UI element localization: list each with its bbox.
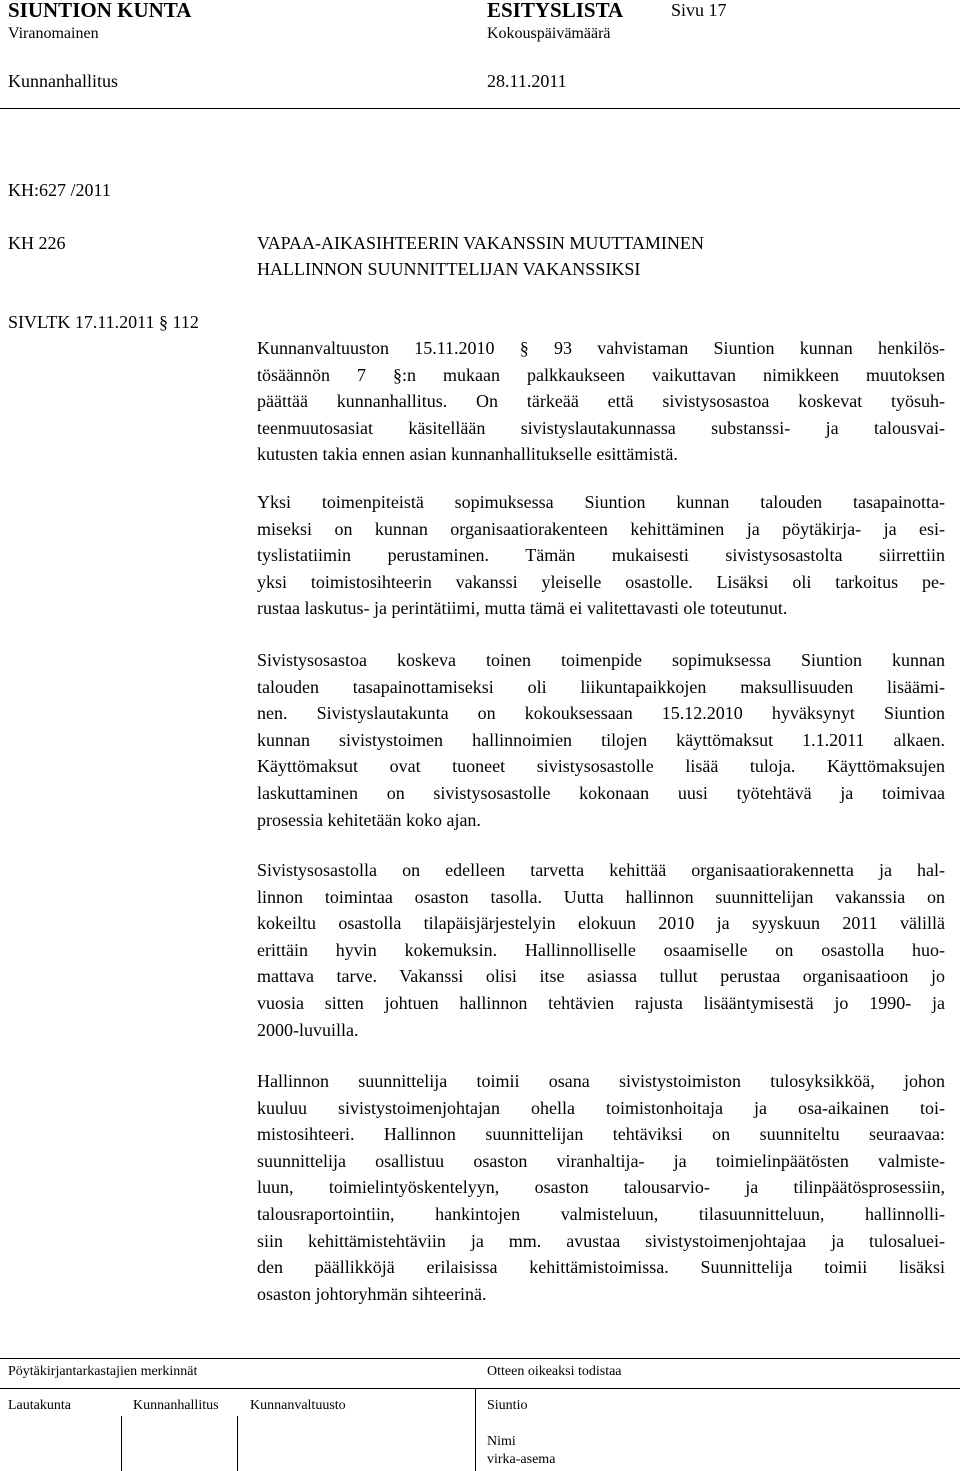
- meeting-date: 28.11.2011: [487, 71, 567, 91]
- document-type: ESITYSLISTA: [487, 0, 624, 22]
- text-line: Sivistysosastoa koskeva toinen toimenpide sopimuksessa Siuntion kunnan: [257, 650, 945, 670]
- text-line: vuosia sitten johtuen hallinnon tehtävien rajusta lisääntymisestä jo 1990- ja: [257, 992, 945, 1013]
- place-label: Siuntio: [487, 1398, 528, 1413]
- text-line: yksi toimistosihteerin vakanssi yleiselle osastolle. Lisäksi oli tarkoitus pe-: [257, 571, 945, 592]
- signature-divider-1: [121, 1416, 122, 1471]
- text-line: Sivistysosastolla on edelleen tarvetta kehittää organisaatiorakennetta ja hal-: [257, 860, 945, 880]
- text-line: den päällikköjä erilaisissa kehittämistoimissa. Suunnittelija toimii lisäksi: [257, 1257, 945, 1278]
- text-line: Hallinnon suunnittelija toimii osana sivistystoimiston tulosyksikköä, johon: [257, 1071, 945, 1091]
- paragraph-4: [257, 857, 945, 1043]
- committee-reference: SIVLTK 17.11.2011 § 112: [8, 312, 199, 332]
- text-line: erittäin hyvin kokemuksin. Hallinnolliselle osaamiselle on osastolla huo-: [257, 939, 945, 960]
- item-title-line1: VAPAA-AIKASIHTEERIN VAKANSSIN MUUTTAMINEN: [257, 233, 704, 253]
- text-line: tyslistatiimin perustaminen. Tämän mukaisesti sivistysosastolta siirrettiin: [257, 545, 945, 566]
- text-line: Käyttömaksut ovat tuoneet sivistysosastolle lisää tuloja. Käyttömaksujen: [257, 756, 945, 777]
- header-divider: [0, 108, 960, 109]
- item-title-line2: HALLINNON SUUNNITTELIJAN VAKANSSIKSI: [257, 259, 641, 279]
- minutes-checkers-label: Pöytäkirjantarkastajien merkinnät: [8, 1364, 198, 1379]
- paragraph-1: [257, 335, 945, 468]
- authority-name: Kunnanhallitus: [8, 71, 118, 91]
- text-line: tösäännön 7 §:n mukaan palkkaukseen vaikuttavan nimikkeen muutoksen: [257, 364, 945, 385]
- text-line: Kunnanvaltuuston 15.11.2010 § 93 vahvistaman Siuntion kunnan henkilös-: [257, 338, 945, 358]
- name-label: Nimi: [487, 1434, 516, 1449]
- text-line: laskuttaminen on sivistysosastolle kokonaan uusi työtehtävä ja toimivaa: [257, 782, 945, 803]
- signature-divider-2: [237, 1416, 238, 1471]
- text-line: nen. Sivistyslautakunta on kokouksessaan 15.12.2010 hyväksynyt Siuntion: [257, 703, 945, 724]
- text-line: päättää kunnanhallitus. On tärkeää että sivistysosastoa koskevat työsuh-: [257, 391, 945, 412]
- text-line: prosessia kehitetään koko ajan.: [257, 809, 481, 830]
- municipality-name: SIUNTION KUNTA: [8, 0, 192, 22]
- text-line: suunnittelija osallistuu osaston viranhaltija- ja toimielinpäätösten valmiste-: [257, 1150, 945, 1171]
- text-line: talousraportointiin, hankintojen valmisteluun, tilasuunnitteluun, hallinnolli-: [257, 1203, 945, 1224]
- authority-label: Viranomainen: [8, 25, 99, 42]
- text-line: osaston johtoryhmän sihteerinä.: [257, 1283, 487, 1304]
- council-label: Kunnanvaltuusto: [250, 1398, 346, 1413]
- text-line: siin kehittämistehtäviin ja mm. avustaa sivistystoimenjohtajaa ja tulosaluei-: [257, 1230, 945, 1251]
- item-number: KH 226: [8, 233, 66, 253]
- text-line: kutusten takia ennen asian kunnanhallitukselle esittämistä.: [257, 444, 678, 465]
- meeting-date-label: Kokouspäivämäärä: [487, 25, 611, 42]
- paragraph-2: [257, 489, 945, 622]
- text-line: luun, toimielintyöskentelyyn, osaston talousarvio- ja tilinpäätösprosessiin,: [257, 1177, 945, 1198]
- board-label: Lautakunta: [8, 1398, 71, 1413]
- text-line: 2000-luvuilla.: [257, 1019, 359, 1040]
- footer-divider-middle: [0, 1388, 960, 1389]
- footer-divider-top: [0, 1358, 960, 1359]
- certified-copy-label: Otteen oikeaksi todistaa: [487, 1364, 622, 1379]
- text-line: teenmuutosasiat käsitellään sivistyslautakunnassa substanssi- ja talousvai-: [257, 417, 945, 438]
- exec-board-label: Kunnanhallitus: [133, 1398, 219, 1413]
- text-line: Yksi toimenpiteistä sopimuksessa Siuntion kunnan talouden tasapainotta-: [257, 492, 945, 512]
- text-line: miseksi on kunnan organisaatiorakenteen kehittäminen ja pöytäkirja- ja esi-: [257, 518, 945, 539]
- reference-number: KH:627 /2011: [8, 180, 111, 200]
- position-label: virka-asema: [487, 1452, 556, 1467]
- text-line: kokeiltu osastolla tilapäisjärjestelyin elokuun 2010 ja syyskuun 2011 välillä: [257, 913, 945, 934]
- text-line: linnon toimintaa osaston tasolla. Uutta hallinnon suunnittelijan vakanssia on: [257, 886, 945, 907]
- text-line: kunnan sivistystoimen hallinnoimien tilojen käyttömaksut 1.1.2011 alkaen.: [257, 729, 945, 750]
- paragraph-5: [257, 1068, 945, 1307]
- page-number: Sivu 17: [671, 0, 727, 20]
- text-line: kuuluu sivistystoimenjohtajan ohella toimistonhoitaja ja osa-aikainen toi-: [257, 1097, 945, 1118]
- text-line: rustaa laskutus- ja perintätiimi, mutta tämä ei valitettavasti ole toteutunut.: [257, 598, 788, 619]
- footer-column-divider: [475, 1389, 476, 1471]
- text-line: talouden tasapainottamiseksi oli liikuntapaikkojen maksullisuuden lisäämi-: [257, 676, 945, 697]
- text-line: mattava tarve. Vakanssi olisi itse asiassa tullut perustaa organisaatioon jo: [257, 966, 945, 987]
- paragraph-3: [257, 647, 945, 833]
- text-line: mistosihteeri. Hallinnon suunnittelijan tehtäviksi on suunniteltu seuraavaa:: [257, 1124, 945, 1145]
